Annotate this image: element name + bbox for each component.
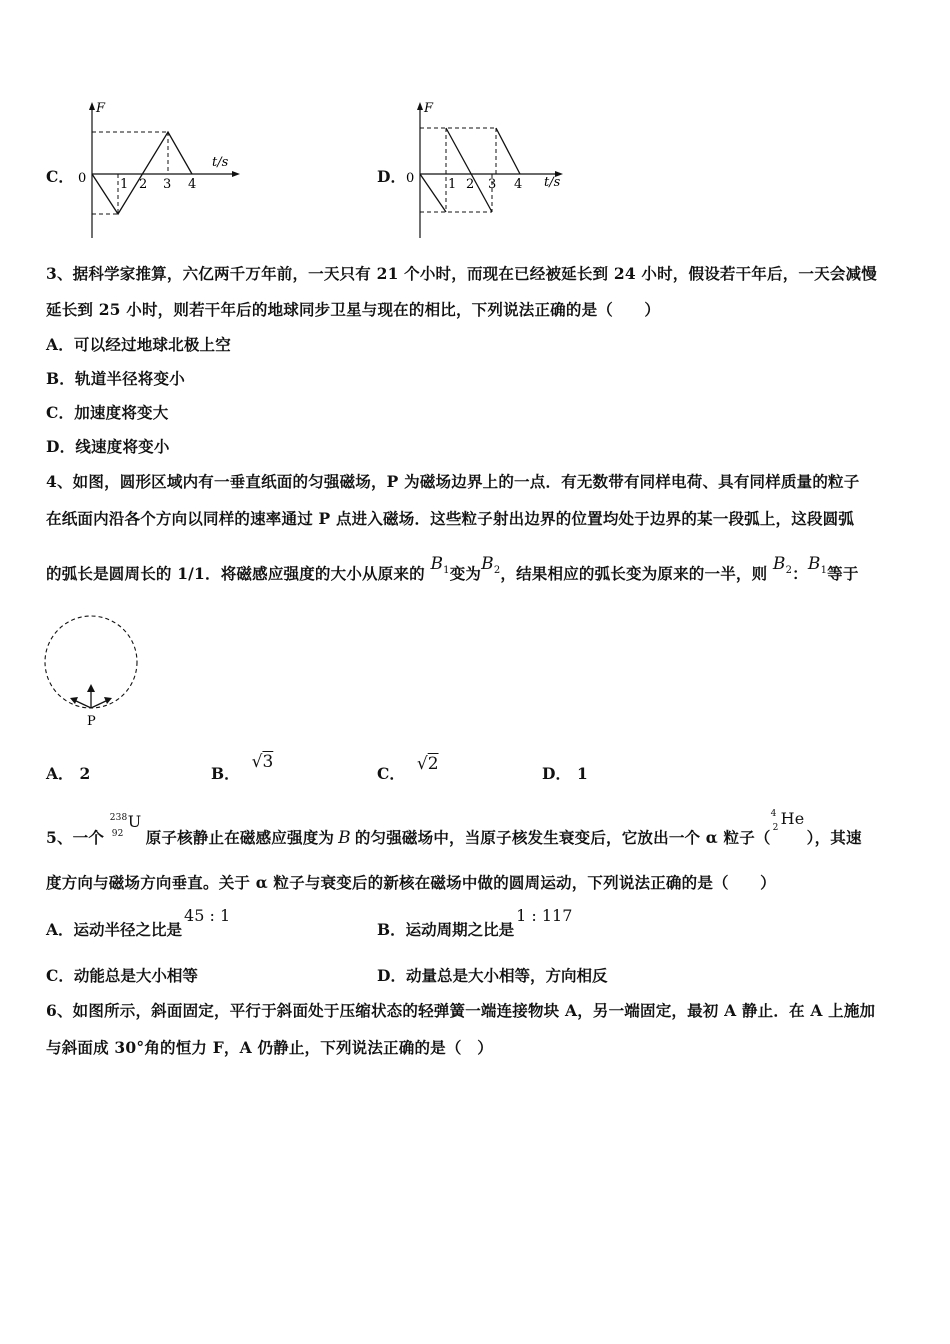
graph-d-curve-3 — [496, 128, 520, 174]
graph-c-origin: 0 — [78, 171, 87, 186]
graph-c-tick-2: 2 — [139, 177, 148, 192]
graph-d-tick-4: 4 — [514, 177, 523, 192]
graph-d-origin: 0 — [406, 171, 415, 186]
q6-text-line-1: 6、如图所示，斜面固定，平行于斜面处于压缩状态的轻弹簧一端连接物块 A，另一端固定，最初 A 静止．在 A 上施加 — [46, 1001, 876, 1020]
graph-c-x-label: t/s — [212, 155, 229, 170]
graph-c-label: C． — [46, 167, 74, 186]
q4-text-line-2: 在纸面内沿各个方向以同样的速率通过 P 点进入磁场．这些粒子射出边界的位置均处于边界的某一段弧上，这段圆弧 — [46, 509, 855, 528]
q3-option-c: C．加速度将变大 — [46, 403, 169, 422]
q4-line3-part-c: ，结果相应的弧长变为原来的一半，则 — [500, 564, 768, 583]
q5-option-d: D．动量总是大小相等，方向相反 — [377, 966, 608, 985]
q5-helium-isotope: 4 2 He — [770, 809, 805, 833]
graph-d-tick-1: 1 — [448, 177, 457, 192]
q5-option-c: C．动能总是大小相等 — [46, 966, 198, 985]
graph-d-label: D． — [377, 167, 406, 186]
graph-c-y-arrow — [89, 102, 95, 110]
q4-b1-symbol: $B_1$ — [430, 554, 450, 576]
q5-text-line-2: 度方向与磁场方向垂直。关于 α 粒子与衰变后的新核在磁场中做的圆周运动，下列说法正确的是（ ） — [46, 873, 776, 892]
graph-d-y-label: F — [424, 101, 434, 116]
graph-c-tick-1: 1 — [120, 177, 129, 192]
q4-option-d: D． 1 — [542, 764, 588, 783]
graph-d-curve-2 — [446, 128, 492, 212]
q5-text-line-1: 5、一个 238 92 U 原子核静止在磁感应强度为 B 的匀强磁场中，当原子核发生衰变后，它放出一个 α 粒子（ 4 2 He ），其速 — [46, 809, 862, 848]
graph-c — [70, 98, 250, 243]
q4-text-line-1: 4、如图，圆形区域内有一垂直纸面的匀强磁场，P 为磁场边界上的一点．有无数带有同样电荷、具有同样质量的粒子 — [46, 472, 860, 491]
q4-ratio-b1: $B_1$ — [807, 554, 828, 576]
q4-option-b: B．√3 — [211, 752, 274, 783]
q4-line3-part-d: ： — [792, 564, 808, 583]
graph-c-curve — [92, 132, 192, 214]
q4-text-line-3 — [46, 554, 859, 586]
graph-d-x-label: t/s — [544, 175, 561, 190]
q5-option-a: A．运动半径之比是45 : 1 — [46, 906, 231, 939]
q4-option-a: A． 2 — [46, 764, 91, 783]
graph-c-x-arrow — [232, 171, 240, 177]
q4-line3-part-b: 变为 — [449, 564, 482, 583]
graph-c-tick-3: 3 — [163, 177, 172, 192]
graph-d-y-arrow — [417, 102, 423, 110]
q5-option-b: B．运动周期之比是1 : 117 — [377, 906, 573, 939]
graph-d-tick-2: 2 — [466, 177, 475, 192]
q3-option-b: B．轨道半径将变小 — [46, 369, 185, 388]
q4-option-c: C． √2 — [377, 754, 439, 783]
q3-text-line-1: 3、据科学家推算，六亿两千万年前，一天只有 21 个小时，而现在已经被延长到 24 小时，假设若干年后，一天会减慢 — [46, 264, 877, 283]
q4-circle-figure — [40, 606, 150, 731]
q3-text-line-2: 延长到 25 小时，则若干年后的地球同步卫星与现在的相比，下列说法正确的是（ ） — [46, 300, 661, 319]
q4-line3-part-a: 的弧长是圆周长的 1/1．将磁感应强度的大小从原来的 — [46, 564, 425, 583]
graph-d-tick-3: 3 — [488, 177, 497, 192]
q4-b2-symbol: $B_2$ — [481, 554, 501, 576]
q4-line3-part-e: 等于 — [827, 564, 859, 583]
q4-ratio-b2: $B_2$ — [772, 554, 793, 576]
graph-d — [398, 98, 578, 243]
q5-uranium-isotope: 238 92 U — [109, 812, 142, 839]
q6-text-line-2: 与斜面成 30°角的恒力 F，A 仍静止，下列说法正确的是（ ） — [46, 1038, 493, 1057]
q3-option-a: A．可以经过地球北极上空 — [46, 335, 231, 354]
graph-c-tick-4: 4 — [188, 177, 197, 192]
graph-d-curve-1 — [420, 174, 446, 212]
q3-option-d: D．线速度将变小 — [46, 437, 170, 456]
graph-c-y-label: F — [96, 101, 106, 116]
q4-point-p: P — [87, 714, 96, 729]
